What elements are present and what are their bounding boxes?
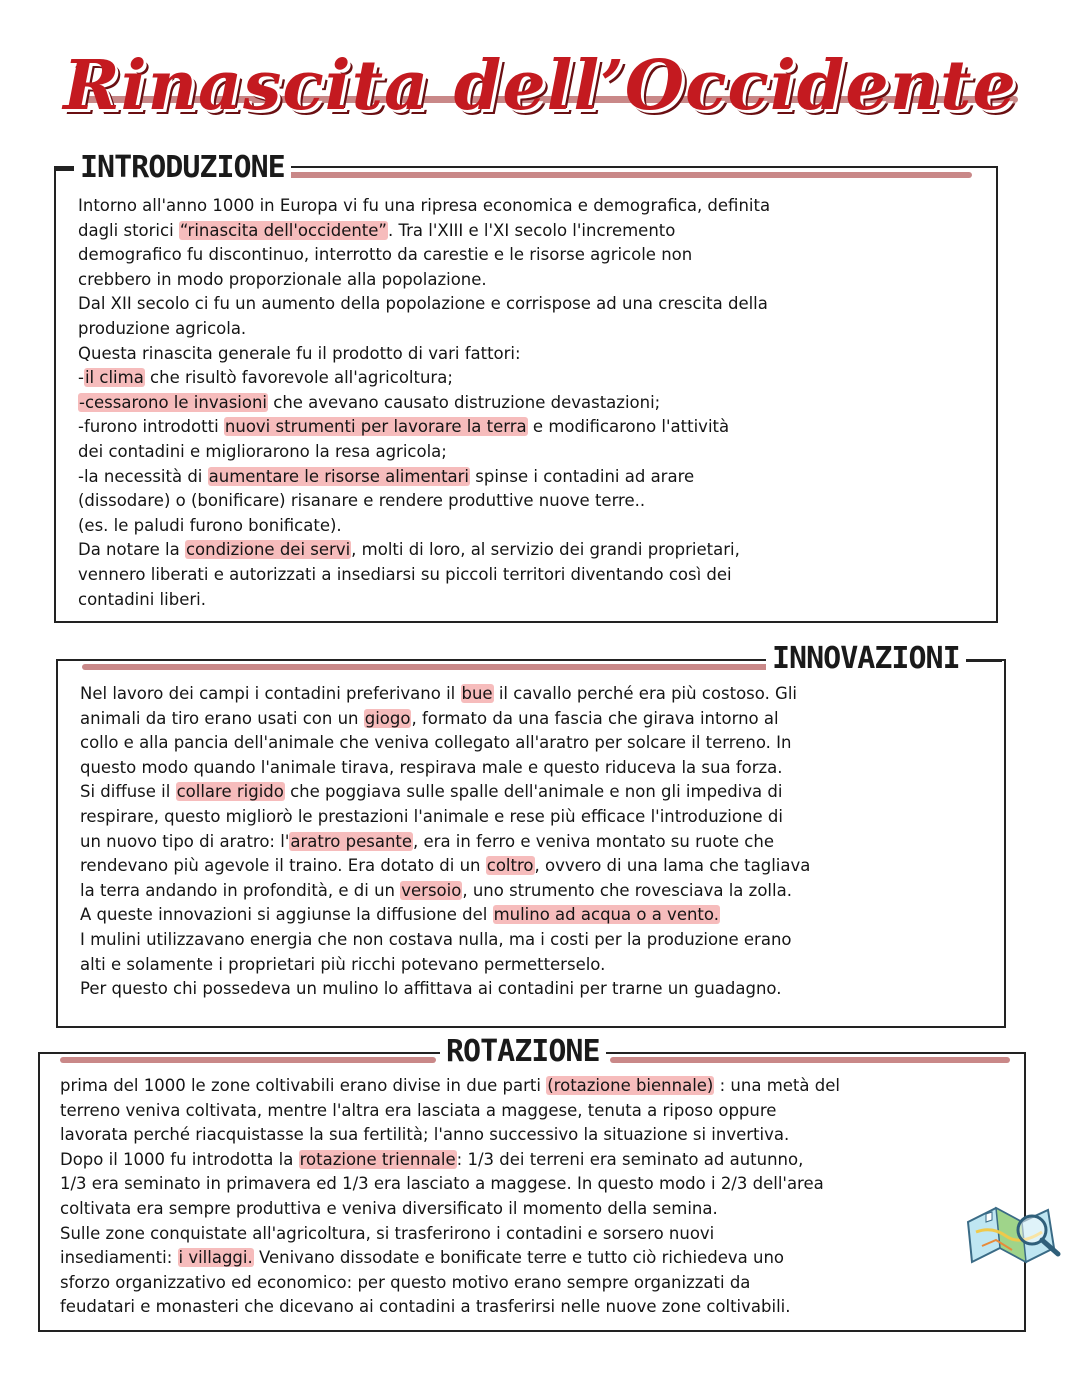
text-segment: collo e alla pancia dell'animale che veniva collegato all'aratro per solcare il terreno. In (80, 733, 792, 753)
rotazione-line (60, 1074, 1005, 1099)
innovazioni-accent-line (82, 664, 772, 670)
innovazioni-line (80, 879, 990, 904)
text-segment: prima del 1000 le zone coltivabili erano divise in due parti (60, 1076, 547, 1095)
text-segment: lavorata perché riacquistasse la sua fertilità; l'anno successivo la situazione si invertiva. (60, 1125, 790, 1145)
highlighted-term: -cessarono le invasioni (79, 392, 268, 412)
highlighted-term: il clima (84, 368, 144, 388)
text-segment: Nel lavoro dei campi i contadini preferivano il (80, 684, 461, 703)
rotazione-line (60, 1295, 1005, 1320)
text-segment: Dal XII secolo ci fu un aumento della popolazione e corrispose ad una crescita della (78, 294, 768, 314)
text-segment: un nuovo tipo di aratro: l' (80, 831, 290, 851)
text-segment: -furono introdotti (78, 417, 224, 437)
intro-line (78, 317, 978, 342)
rotazione-line (60, 1246, 1005, 1271)
text-segment: respirare, questo migliorò le prestazioni l'animale e rese più efficace l'introduzione di (80, 806, 783, 826)
innovazioni-line (80, 707, 990, 732)
innovazioni-line (80, 682, 990, 707)
intro-line (78, 489, 978, 514)
text-segment: coltivata era sempre produttiva e veniva diversificato il momento della semina. (60, 1198, 718, 1218)
highlighted-term: bue (461, 684, 493, 703)
text-segment: demografico fu discontinuo, interrotto da carestie e le risorse agricole non (78, 245, 693, 265)
text-segment: , molti di loro, al servizio dei grandi proprietari, (351, 540, 740, 560)
text-segment: e modificarono l'attività (527, 417, 730, 437)
rotazione-line (60, 1271, 1005, 1296)
intro-line (78, 415, 978, 440)
text-segment: alti e solamente i proprietari più ricchi potevano permetterselo. (80, 954, 606, 974)
rotazione-line (60, 1197, 1005, 1222)
highlighted-term: nuovi strumenti per lavorare la terra (224, 417, 527, 437)
intro-text (78, 194, 978, 612)
text-segment: che risultò favorevole all'agricoltura; (144, 368, 453, 388)
text-segment: (es. le paludi furono bonificate). (78, 515, 342, 535)
text-segment: sforzo organizzativo ed economico: per questo motivo erano sempre organizzati da (60, 1272, 751, 1292)
text-segment: -la necessità di (78, 466, 208, 486)
innovazioni-line (80, 780, 990, 805)
text-segment: questo modo quando l'animale tirava, respirava male e questo riduceva la sua forza. (80, 757, 783, 777)
innovazioni-line (80, 903, 990, 928)
text-segment: Intorno all'anno 1000 in Europa vi fu una ripresa economica e demografica, definita (78, 196, 771, 215)
text-segment: , formato da una fascia che girava intorno al (411, 708, 779, 728)
text-segment: Si diffuse il (80, 782, 176, 802)
highlighted-term: collare rigido (176, 782, 284, 802)
highlighted-term: rotazione triennale (299, 1149, 456, 1169)
rotazione-heading: ROTAZIONE (440, 1034, 606, 1070)
highlighted-term: aratro pesante (290, 831, 413, 851)
text-segment: terreno veniva coltivata, mentre l'altra era lasciata a maggese, tenuta a riposo oppure (60, 1100, 777, 1120)
text-segment: feudatari e monasteri che dicevano ai contadini a trasferirsi nelle nuove zone coltivabili. (60, 1297, 791, 1317)
innovazioni-line (80, 830, 990, 855)
innovazioni-line (80, 953, 990, 978)
text-segment: Da notare la (78, 540, 185, 560)
text-segment: la terra andando in profondità, e di un (80, 880, 401, 900)
text-segment: contadini liberi. (78, 589, 206, 609)
innovazioni-text (80, 682, 990, 1002)
rotazione-line (60, 1148, 1005, 1173)
intro-heading-dash (54, 168, 76, 171)
rotazione-accent-line-left (60, 1057, 436, 1063)
text-segment: Sulle zone conquistate all'agricoltura, si trasferirono i contadini e sorsero nuovi (60, 1223, 715, 1243)
highlighted-term: aumentare le risorse alimentari (208, 466, 470, 486)
intro-line (78, 440, 978, 465)
innovazioni-line (80, 854, 990, 879)
text-segment: dei contadini e migliorarono la resa agricola; (78, 441, 447, 461)
highlighted-term: mulino ad acqua o a vento. (493, 905, 719, 925)
intro-line (78, 465, 978, 490)
innovazioni-heading-dash (960, 659, 1002, 662)
highlighted-term: (rotazione biennale) (547, 1076, 714, 1095)
innovazioni-line (80, 805, 990, 830)
intro-heading: INTRODUZIONE (74, 150, 291, 186)
text-segment: produzione agricola. (78, 318, 247, 338)
text-segment: : una metà del (714, 1076, 840, 1095)
text-segment: il cavallo perché era più costoso. Gli (493, 684, 798, 703)
text-segment: : 1/3 dei terreni era seminato ad autunno, (456, 1149, 804, 1169)
rotazione-text (60, 1074, 1005, 1320)
intro-line (78, 588, 978, 613)
page-title: Rinascita dell’Occidente (63, 46, 1017, 126)
rotazione-line (60, 1123, 1005, 1148)
innovazioni-heading: INNOVAZIONI (766, 641, 966, 677)
highlighted-term: i villaggi. (178, 1248, 253, 1268)
text-segment: - (78, 368, 84, 388)
text-segment: spinse i contadini ad arare (470, 466, 695, 486)
intro-line (78, 292, 978, 317)
innovazioni-line (80, 731, 990, 756)
map-search-icon (962, 1192, 1072, 1270)
text-segment: che poggiava sulle spalle dell'animale e non gli impediva di (284, 782, 783, 802)
intro-line (78, 563, 978, 588)
rotazione-accent-line-right (610, 1057, 1010, 1063)
highlighted-term: versoio (401, 880, 462, 900)
rotazione-line (60, 1222, 1005, 1247)
rotazione-line (60, 1099, 1005, 1124)
text-segment: Per questo chi possedeva un mulino lo affittava ai contadini per trarne un guadagno. (80, 979, 782, 999)
text-segment: vennero liberati e autorizzati a insediarsi su piccoli territori diventando così dei (78, 564, 732, 584)
rotazione-line (60, 1172, 1005, 1197)
text-segment: che avevano causato distruzione devastazioni; (268, 392, 661, 412)
intro-line (78, 538, 978, 563)
text-segment: (dissodare) o (bonificare) risanare e rendere produttive nuove terre.. (78, 491, 646, 511)
text-segment: Dopo il 1000 fu introdotta la (60, 1149, 299, 1169)
highlighted-term: coltro (486, 856, 534, 876)
innovazioni-line (80, 756, 990, 781)
text-segment: Questa rinascita generale fu il prodotto di vari fattori: (78, 343, 521, 363)
text-segment: . Tra l'XIII e l'XI secolo l'incremento (387, 220, 676, 240)
intro-line (78, 366, 978, 391)
intro-line (78, 342, 978, 367)
intro-line (78, 243, 978, 268)
text-segment: Venivano dissodate e bonificate terre e tutto ciò richiedeva uno (253, 1248, 785, 1268)
intro-line (78, 194, 978, 219)
text-segment: crebbero in modo proporzionale alla popolazione. (78, 269, 487, 289)
text-segment: rendevano più agevole il traino. Era dotato di un (80, 856, 486, 876)
innovazioni-line (80, 977, 990, 1002)
text-segment: animali da tiro erano usati con un (80, 708, 364, 728)
intro-line (78, 219, 978, 244)
text-segment: dagli storici (78, 220, 179, 240)
highlighted-term: “rinascita dell'occidente” (179, 220, 387, 240)
intro-line (78, 391, 978, 416)
highlighted-term: giogo (364, 708, 411, 728)
text-segment: A queste innovazioni si aggiunse la diffusione del (80, 905, 493, 925)
intro-line (78, 514, 978, 539)
highlighted-term: condizione dei servi (185, 540, 351, 560)
text-segment: , uno strumento che rovesciava la zolla. (462, 880, 792, 900)
text-segment: , ovvero di una lama che tagliava (534, 856, 811, 876)
intro-line (78, 268, 978, 293)
title-area (0, 40, 1080, 150)
innovazioni-line (80, 928, 990, 953)
text-segment: insediamenti: (60, 1248, 178, 1268)
text-segment: 1/3 era seminato in primavera ed 1/3 era lasciato a maggese. In questo modo i 2/3 dell'area (60, 1174, 824, 1194)
text-segment: , era in ferro e veniva montato su ruote che (413, 831, 774, 851)
text-segment: I mulini utilizzavano energia che non costava nulla, ma i costi per la produzione erano (80, 929, 792, 949)
